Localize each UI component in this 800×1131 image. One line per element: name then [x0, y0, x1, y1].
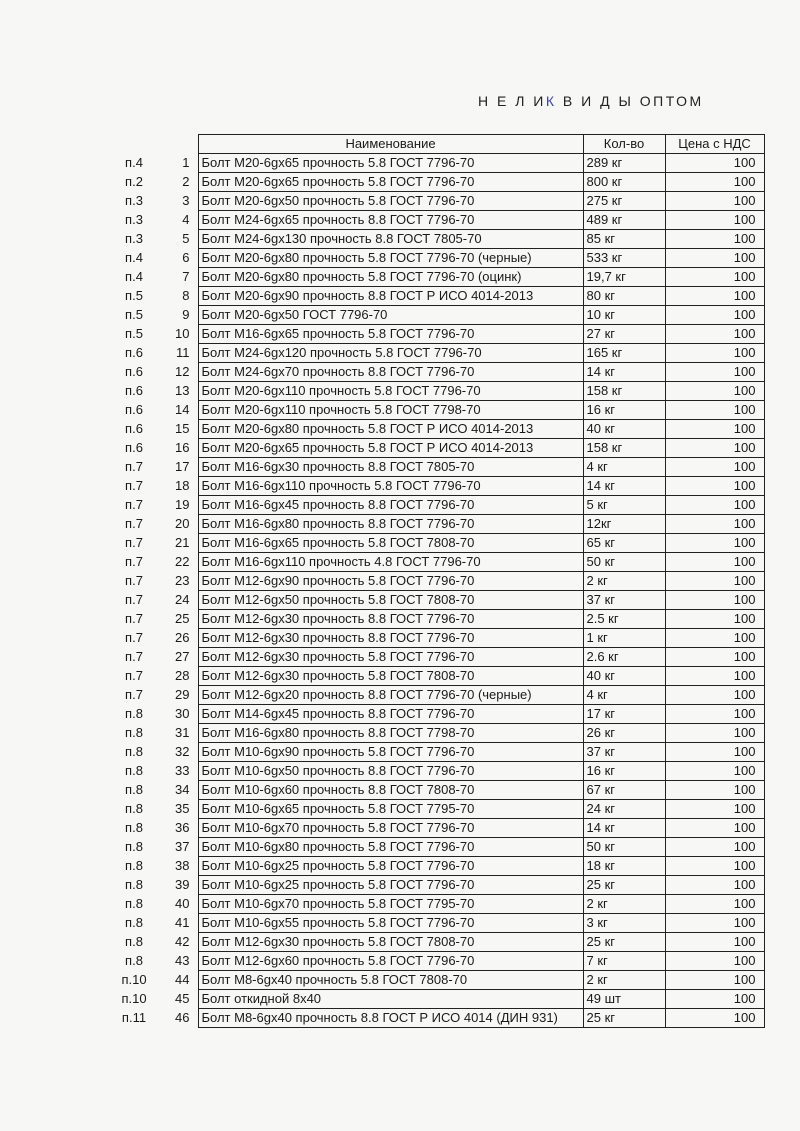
row-section-label: п.8: [125, 839, 143, 854]
row-quantity: 27 кг: [583, 325, 665, 344]
row-section-label: п.10: [121, 972, 147, 987]
row-quantity: 40 кг: [583, 420, 665, 439]
table-body: [108, 154, 764, 1028]
column-header-name: Наименование: [198, 135, 583, 154]
row-item-name: Болт М16-6gх65 прочность 5.8 ГОСТ 7796-70: [198, 325, 583, 344]
row-number: 12: [175, 364, 190, 379]
table-row: [108, 667, 764, 686]
row-item-name: Болт М24-6gх70 прочность 8.8 ГОСТ 7796-70: [198, 363, 583, 382]
row-price: 100: [665, 534, 764, 553]
page-title: [478, 93, 704, 109]
row-item-name: Болт М16-6gх45 прочность 8.8 ГОСТ 7796-70: [198, 496, 583, 515]
table-row: [108, 990, 764, 1009]
row-item-name: Болт М20-6gх65 прочность 5.8 ГОСТ 7796-70: [198, 154, 583, 173]
row-section-label: п.8: [125, 801, 143, 816]
row-item-name: Болт М16-6gх80 прочность 8.8 ГОСТ 7796-70: [198, 515, 583, 534]
row-quantity: 16 кг: [583, 401, 665, 420]
row-section-label: п.7: [125, 554, 143, 569]
row-section-label: п.7: [125, 535, 143, 550]
row-number: 27: [175, 649, 190, 664]
row-item-name: Болт М12-6gх60 прочность 5.8 ГОСТ 7796-70: [198, 952, 583, 971]
row-section-label: п.8: [125, 820, 143, 835]
row-number: 13: [175, 383, 190, 398]
table-row: [108, 515, 764, 534]
row-quantity: 3 кг: [583, 914, 665, 933]
row-quantity: 4 кг: [583, 686, 665, 705]
row-number: 4: [182, 212, 190, 227]
row-price: 100: [665, 363, 764, 382]
table-header-row: [108, 135, 764, 154]
table-row: [108, 363, 764, 382]
table-row: [108, 420, 764, 439]
row-number: 8: [182, 288, 190, 303]
row-price: 100: [665, 439, 764, 458]
table-row: [108, 439, 764, 458]
row-item-name: Болт М16-6gх65 прочность 5.8 ГОСТ 7808-70: [198, 534, 583, 553]
row-item-name: Болт М10-6gх25 прочность 5.8 ГОСТ 7796-70: [198, 857, 583, 876]
row-quantity: 49 шт: [583, 990, 665, 1009]
row-item-name: Болт М20-6gх65 прочность 5.8 ГОСТ 7796-70: [198, 173, 583, 192]
table-row: [108, 591, 764, 610]
row-section-label: п.8: [125, 782, 143, 797]
table-row: [108, 724, 764, 743]
row-quantity: 4 кг: [583, 458, 665, 477]
row-section-label: п.7: [125, 687, 143, 702]
row-item-name: Болт М16-6gх80 прочность 8.8 ГОСТ 7798-70: [198, 724, 583, 743]
row-quantity: 50 кг: [583, 838, 665, 857]
row-item-name: Болт М12-6gх30 прочность 5.8 ГОСТ 7808-70: [198, 667, 583, 686]
table-row: [108, 876, 764, 895]
table-row: [108, 648, 764, 667]
column-header-price: Цена с НДС: [665, 135, 764, 154]
row-section-label: п.3: [125, 212, 143, 227]
row-price: 100: [665, 705, 764, 724]
row-quantity: 10 кг: [583, 306, 665, 325]
row-item-name: Болт М10-6gх70 прочность 5.8 ГОСТ 7796-70: [198, 819, 583, 838]
table-row: [108, 268, 764, 287]
row-section-label: п.5: [125, 288, 143, 303]
row-quantity: 158 кг: [583, 382, 665, 401]
row-quantity: 1 кг: [583, 629, 665, 648]
row-number: 28: [175, 668, 190, 683]
row-section-label: п.8: [125, 896, 143, 911]
row-item-name: Болт М24-6gх65 прочность 8.8 ГОСТ 7796-70: [198, 211, 583, 230]
row-number: 39: [175, 877, 190, 892]
row-number: 16: [175, 440, 190, 455]
row-section-label: п.5: [125, 326, 143, 341]
row-item-name: Болт М12-6gх20 прочность 8.8 ГОСТ 7796-70 (черные): [198, 686, 583, 705]
table-row: [108, 838, 764, 857]
row-quantity: 5 кг: [583, 496, 665, 515]
row-number: 24: [175, 592, 190, 607]
table-row: [108, 401, 764, 420]
table-row: [108, 249, 764, 268]
row-price: 100: [665, 572, 764, 591]
row-section-label: п.3: [125, 231, 143, 246]
table-row: [108, 192, 764, 211]
row-item-name: Болт М12-6gх30 прочность 5.8 ГОСТ 7796-70: [198, 648, 583, 667]
row-price: 100: [665, 838, 764, 857]
row-section-label: п.8: [125, 744, 143, 759]
row-section-label: п.7: [125, 459, 143, 474]
row-item-name: Болт М20-6gх110 прочность 5.8 ГОСТ 7798-70: [198, 401, 583, 420]
row-quantity: 18 кг: [583, 857, 665, 876]
row-number: 33: [175, 763, 190, 778]
row-item-name: Болт М12-6gх90 прочность 5.8 ГОСТ 7796-70: [198, 572, 583, 591]
row-item-name: Болт М16-6gх30 прочность 8.8 ГОСТ 7805-70: [198, 458, 583, 477]
row-number: 26: [175, 630, 190, 645]
row-section-label: п.7: [125, 649, 143, 664]
table-row: [108, 800, 764, 819]
row-quantity: 2 кг: [583, 971, 665, 990]
row-item-name: Болт М20-6gх110 прочность 5.8 ГОСТ 7796-70: [198, 382, 583, 401]
row-price: 100: [665, 173, 764, 192]
row-quantity: 158 кг: [583, 439, 665, 458]
page-title-part: В И Д Ы ОПТОМ: [556, 93, 704, 109]
row-price: 100: [665, 781, 764, 800]
table-row: [108, 382, 764, 401]
table-row: [108, 306, 764, 325]
row-number: 43: [175, 953, 190, 968]
row-quantity: 65 кг: [583, 534, 665, 553]
row-number: 17: [175, 459, 190, 474]
table-row: [108, 819, 764, 838]
row-section-label: п.8: [125, 877, 143, 892]
row-number: 37: [175, 839, 190, 854]
row-section-label: п.7: [125, 478, 143, 493]
row-number: 46: [175, 1010, 190, 1025]
row-number: 32: [175, 744, 190, 759]
row-price: 100: [665, 154, 764, 173]
row-number: 38: [175, 858, 190, 873]
row-number: 1: [182, 155, 190, 170]
row-number: 5: [182, 231, 190, 246]
row-item-name: Болт М20-6gх50 ГОСТ 7796-70: [198, 306, 583, 325]
row-quantity: 800 кг: [583, 173, 665, 192]
table-row: [108, 572, 764, 591]
row-section-label: п.8: [125, 953, 143, 968]
row-number: 18: [175, 478, 190, 493]
row-section-label: п.11: [121, 1010, 147, 1025]
row-item-name: Болт М16-6gх110 прочность 5.8 ГОСТ 7796-70: [198, 477, 583, 496]
row-price: 100: [665, 515, 764, 534]
row-item-name: Болт М10-6gх60 прочность 8.8 ГОСТ 7808-70: [198, 781, 583, 800]
row-section-label: п.7: [125, 573, 143, 588]
row-item-name: Болт М12-6gх30 прочность 8.8 ГОСТ 7796-70: [198, 610, 583, 629]
row-item-name: Болт М20-6gх80 прочность 5.8 ГОСТ 7796-70 (оцинк): [198, 268, 583, 287]
row-price: 100: [665, 667, 764, 686]
row-quantity: 12кг: [583, 515, 665, 534]
row-item-name: Болт М12-6gх30 прочность 5.8 ГОСТ 7808-70: [198, 933, 583, 952]
row-quantity: 14 кг: [583, 477, 665, 496]
row-number: 40: [175, 896, 190, 911]
row-price: 100: [665, 325, 764, 344]
row-quantity: 37 кг: [583, 743, 665, 762]
table-row: [108, 534, 764, 553]
header-blank: [108, 135, 160, 154]
row-price: 100: [665, 458, 764, 477]
table-row: [108, 610, 764, 629]
table-row: [108, 553, 764, 572]
row-quantity: 19,7 кг: [583, 268, 665, 287]
row-price: 100: [665, 933, 764, 952]
row-price: 100: [665, 420, 764, 439]
row-quantity: 289 кг: [583, 154, 665, 173]
product-table: [108, 134, 765, 1028]
row-price: 100: [665, 230, 764, 249]
row-quantity: 25 кг: [583, 1009, 665, 1028]
row-number: 10: [175, 326, 190, 341]
row-number: 3: [182, 193, 190, 208]
row-price: 100: [665, 306, 764, 325]
table-row: [108, 344, 764, 363]
row-item-name: Болт М20-6gх80 прочность 5.8 ГОСТ 7796-70 (черные): [198, 249, 583, 268]
row-price: 100: [665, 990, 764, 1009]
row-price: 100: [665, 591, 764, 610]
row-item-name: Болт М10-6gх25 прочность 5.8 ГОСТ 7796-70: [198, 876, 583, 895]
row-number: 42: [175, 934, 190, 949]
row-price: 100: [665, 496, 764, 515]
table-row: [108, 857, 764, 876]
table-row: [108, 477, 764, 496]
row-price: 100: [665, 249, 764, 268]
row-number: 23: [175, 573, 190, 588]
row-quantity: 7 кг: [583, 952, 665, 971]
row-price: 100: [665, 344, 764, 363]
row-number: 6: [182, 250, 190, 265]
row-price: 100: [665, 857, 764, 876]
row-price: 100: [665, 401, 764, 420]
row-section-label: п.7: [125, 592, 143, 607]
table-row: [108, 496, 764, 515]
row-price: 100: [665, 382, 764, 401]
row-number: 21: [175, 535, 190, 550]
row-quantity: 85 кг: [583, 230, 665, 249]
row-section-label: п.4: [125, 269, 143, 284]
row-number: 2: [182, 174, 190, 189]
row-quantity: 25 кг: [583, 876, 665, 895]
row-section-label: п.10: [121, 991, 147, 1006]
table-row: [108, 705, 764, 724]
row-number: 11: [176, 345, 190, 360]
row-item-name: Болт М20-6gх65 прочность 5.8 ГОСТ Р ИСО 4014-2013: [198, 439, 583, 458]
row-item-name: Болт М12-6gх50 прочность 5.8 ГОСТ 7808-70: [198, 591, 583, 610]
row-item-name: Болт М8-6gх40 прочность 8.8 ГОСТ Р ИСО 4014 (ДИН 931): [198, 1009, 583, 1028]
row-section-label: п.5: [125, 307, 143, 322]
row-number: 7: [182, 269, 190, 284]
row-quantity: 50 кг: [583, 553, 665, 572]
row-price: 100: [665, 971, 764, 990]
row-price: 100: [665, 1009, 764, 1028]
table-row: [108, 325, 764, 344]
row-price: 100: [665, 743, 764, 762]
row-quantity: 67 кг: [583, 781, 665, 800]
row-item-name: Болт М10-6gх90 прочность 5.8 ГОСТ 7796-70: [198, 743, 583, 762]
row-number: 30: [175, 706, 190, 721]
row-price: 100: [665, 553, 764, 572]
row-price: 100: [665, 895, 764, 914]
row-item-name: Болт М16-6gх110 прочность 4.8 ГОСТ 7796-70: [198, 553, 583, 572]
row-quantity: 14 кг: [583, 363, 665, 382]
row-item-name: Болт М20-6gх50 прочность 5.8 ГОСТ 7796-70: [198, 192, 583, 211]
price-list-sheet: [108, 134, 764, 1028]
table-row: [108, 914, 764, 933]
row-number: 25: [175, 611, 190, 626]
page-title-accent-letter: К: [545, 93, 557, 109]
table-row: [108, 781, 764, 800]
row-number: 31: [175, 725, 190, 740]
row-quantity: 2.6 кг: [583, 648, 665, 667]
row-price: 100: [665, 287, 764, 306]
page-title-part: Н Е Л И: [478, 93, 546, 109]
table-row: [108, 154, 764, 173]
table-row: [108, 173, 764, 192]
row-item-name: Болт М10-6gх80 прочность 5.8 ГОСТ 7796-70: [198, 838, 583, 857]
row-quantity: 165 кг: [583, 344, 665, 363]
row-price: 100: [665, 819, 764, 838]
row-section-label: п.8: [125, 858, 143, 873]
row-item-name: Болт М24-6gх120 прочность 5.8 ГОСТ 7796-70: [198, 344, 583, 363]
row-price: 100: [665, 762, 764, 781]
table-row: [108, 458, 764, 477]
row-quantity: 25 кг: [583, 933, 665, 952]
row-section-label: п.6: [125, 440, 143, 455]
row-price: 100: [665, 914, 764, 933]
row-section-label: п.6: [125, 421, 143, 436]
row-price: 100: [665, 268, 764, 287]
row-section-label: п.2: [125, 174, 143, 189]
row-section-label: п.6: [125, 383, 143, 398]
table-row: [108, 211, 764, 230]
table-row: [108, 287, 764, 306]
row-quantity: 275 кг: [583, 192, 665, 211]
row-number: 14: [175, 402, 190, 417]
row-quantity: 26 кг: [583, 724, 665, 743]
row-item-name: Болт М20-6gх90 прочность 8.8 ГОСТ Р ИСО 4014-2013: [198, 287, 583, 306]
row-quantity: 17 кг: [583, 705, 665, 724]
row-price: 100: [665, 686, 764, 705]
row-section-label: п.7: [125, 668, 143, 683]
row-number: 29: [175, 687, 190, 702]
row-item-name: Болт М8-6gх40 прочность 5.8 ГОСТ 7808-70: [198, 971, 583, 990]
row-price: 100: [665, 724, 764, 743]
row-section-label: п.7: [125, 497, 143, 512]
header-blank: [160, 135, 198, 154]
row-price: 100: [665, 648, 764, 667]
table-row: [108, 629, 764, 648]
table-row: [108, 762, 764, 781]
row-quantity: 37 кг: [583, 591, 665, 610]
table-row: [108, 895, 764, 914]
table-row: [108, 686, 764, 705]
row-price: 100: [665, 211, 764, 230]
row-quantity: 489 кг: [583, 211, 665, 230]
row-section-label: п.6: [125, 364, 143, 379]
table-row: [108, 1009, 764, 1028]
table-row: [108, 971, 764, 990]
row-section-label: п.4: [125, 250, 143, 265]
row-number: 20: [175, 516, 190, 531]
row-quantity: 14 кг: [583, 819, 665, 838]
row-quantity: 2.5 кг: [583, 610, 665, 629]
row-quantity: 2 кг: [583, 572, 665, 591]
row-section-label: п.7: [125, 611, 143, 626]
row-item-name: Болт М24-6gх130 прочность 8.8 ГОСТ 7805-70: [198, 230, 583, 249]
row-section-label: п.8: [125, 934, 143, 949]
row-quantity: 16 кг: [583, 762, 665, 781]
table-row: [108, 230, 764, 249]
row-item-name: Болт М10-6gх55 прочность 5.8 ГОСТ 7796-70: [198, 914, 583, 933]
row-item-name: Болт М20-6gх80 прочность 5.8 ГОСТ Р ИСО 4014-2013: [198, 420, 583, 439]
row-number: 45: [175, 991, 190, 1006]
row-section-label: п.4: [125, 155, 143, 170]
row-item-name: Болт откидной 8х40: [198, 990, 583, 1009]
column-header-qty: Кол-во: [583, 135, 665, 154]
row-price: 100: [665, 629, 764, 648]
table-row: [108, 952, 764, 971]
row-quantity: 40 кг: [583, 667, 665, 686]
row-number: 19: [175, 497, 190, 512]
row-section-label: п.3: [125, 193, 143, 208]
row-item-name: Болт М10-6gх50 прочность 8.8 ГОСТ 7796-70: [198, 762, 583, 781]
row-item-name: Болт М14-6gх45 прочность 8.8 ГОСТ 7796-70: [198, 705, 583, 724]
row-quantity: 2 кг: [583, 895, 665, 914]
row-section-label: п.7: [125, 630, 143, 645]
row-section-label: п.8: [125, 763, 143, 778]
row-number: 36: [175, 820, 190, 835]
row-item-name: Болт М10-6gх65 прочность 5.8 ГОСТ 7795-70: [198, 800, 583, 819]
row-number: 22: [175, 554, 190, 569]
row-section-label: п.6: [125, 402, 143, 417]
row-price: 100: [665, 610, 764, 629]
row-section-label: п.7: [125, 516, 143, 531]
row-section-label: п.8: [125, 725, 143, 740]
row-number: 41: [175, 915, 190, 930]
row-price: 100: [665, 876, 764, 895]
row-section-label: п.8: [125, 915, 143, 930]
row-quantity: 80 кг: [583, 287, 665, 306]
row-number: 35: [175, 801, 190, 816]
row-price: 100: [665, 952, 764, 971]
row-number: 15: [175, 421, 190, 436]
row-number: 9: [182, 307, 190, 322]
row-price: 100: [665, 192, 764, 211]
row-quantity: 533 кг: [583, 249, 665, 268]
row-number: 44: [175, 972, 190, 987]
table-row: [108, 743, 764, 762]
row-item-name: Болт М12-6gх30 прочность 8.8 ГОСТ 7796-70: [198, 629, 583, 648]
table-row: [108, 933, 764, 952]
row-quantity: 24 кг: [583, 800, 665, 819]
row-price: 100: [665, 800, 764, 819]
row-section-label: п.6: [125, 345, 143, 360]
row-item-name: Болт М10-6gх70 прочность 5.8 ГОСТ 7795-70: [198, 895, 583, 914]
row-price: 100: [665, 477, 764, 496]
row-number: 34: [175, 782, 190, 797]
row-section-label: п.8: [125, 706, 143, 721]
